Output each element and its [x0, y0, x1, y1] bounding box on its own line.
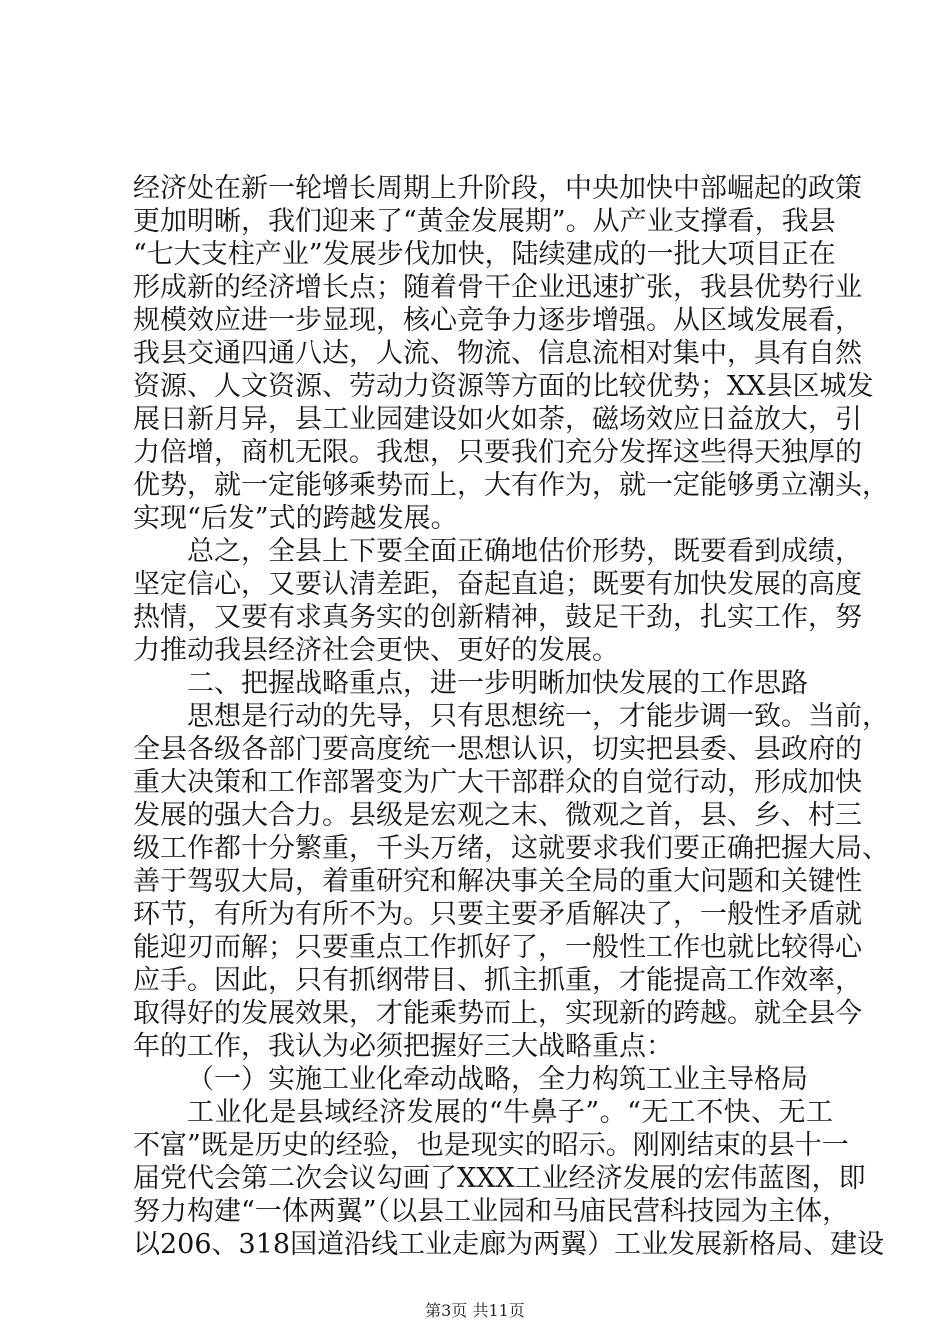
body-text-line: 环节，有所为有所不为。只要主要矛盾解决了，一般性矛盾就 [133, 899, 862, 930]
subsection-heading: （一）实施工业化牵动战略，全力构筑工业主导格局 [187, 1064, 808, 1095]
page-footer: 第3页 共11页 [425, 1301, 525, 1320]
body-text-line: 规模效应进一步显现，核心竞争力逐步增强。从区域发展看， [133, 305, 862, 336]
paragraph-first-line: 思想是行动的先导，只有思想统一，才能步调一致。当前， [187, 701, 889, 732]
body-text-line: 取得好的发展效果，才能乘势而上，实现新的跨越。就全县今 [133, 998, 862, 1029]
body-text-line: 善于驾驭大局，着重研究和解决事关全局的重大问题和关键性 [133, 866, 862, 897]
body-text-line: 届党代会第二次会议勾画了XXX工业经济发展的宏伟蓝图，即 [133, 1163, 866, 1194]
body-text-line: 实现“后发”式的跨越发展。 [133, 503, 458, 534]
body-text-line: 坚定信心，又要认清差距，奋起直追；既要有加快发展的高度 [133, 569, 862, 600]
body-text-line: 以206、318国道沿线工业走廊为两翼）工业发展新格局、建设 [133, 1229, 885, 1260]
paragraph-first-line: 总之，全县上下要全面正确地估价形势，既要看到成绩， [187, 536, 862, 567]
body-text-line: 力倍增，商机无限。我想，只要我们充分发挥这些得天独厚的 [133, 437, 862, 468]
body-text-line: 我县交通四通八达，人流、物流、信息流相对集中，具有自然 [133, 338, 862, 369]
body-text-line: 更加明晰，我们迎来了“黄金发展期”。从产业支撑看，我县 [133, 206, 836, 237]
body-text-line: 资源、人文资源、劳动力资源等方面的比较优势；XX县区城发 [133, 371, 874, 402]
body-text-line: 能迎刃而解；只要重点工作抓好了，一般性工作也就比较得心 [133, 932, 862, 963]
body-text-line: 力推动我县经济社会更快、更好的发展。 [133, 635, 619, 666]
body-text-line: 年的工作，我认为必须把握好三大战略重点： [133, 1031, 673, 1062]
body-text-line: 优势，就一定能够乘势而上，大有作为，就一定能够勇立潮头， [133, 470, 889, 501]
paragraph-first-line: 工业化是县域经济发展的“牛鼻子”。“无工不快、无工 [187, 1097, 833, 1128]
body-text-line: 发展的强大合力。县级是宏观之末、微观之首，县、乡、村三 [133, 800, 862, 831]
body-text-line: 不富”既是历史的经验，也是现实的昭示。刚刚结束的县十一 [133, 1130, 849, 1161]
section-heading: 二、把握战略重点，进一步明晰加快发展的工作思路 [187, 668, 808, 699]
body-text-line: 级工作都十分繁重，千头万绪，这就要求我们要正确把握大局、 [133, 833, 889, 864]
body-text-line: 经济处在新一轮增长周期上升阶段，中央加快中部崛起的政策 [133, 173, 862, 204]
body-text-line: 重大决策和工作部署变为广大干部群众的自觉行动，形成加快 [133, 767, 862, 798]
body-text-line: 全县各级各部门要高度统一思想认识，切实把县委、县政府的 [133, 734, 862, 765]
body-text-line: 努力构建“一体两翼”（以县工业园和马庙民营科技园为主体， [133, 1196, 850, 1227]
body-text-line: “七大支柱产业”发展步伐加快，陆续建成的一批大项目正在 [133, 239, 836, 270]
body-text-line: 热情，又要有求真务实的创新精神，鼓足干劲，扎实工作，努 [133, 602, 862, 633]
body-text-line: 展日新月异，县工业园建设如火如荼，磁场效应日益放大，引 [133, 404, 862, 435]
body-text-line: 形成新的经济增长点；随着骨干企业迅速扩张，我县优势行业 [133, 272, 862, 303]
body-text-line: 应手。因此，只有抓纲带目、抓主抓重，才能提高工作效率， [133, 965, 862, 996]
